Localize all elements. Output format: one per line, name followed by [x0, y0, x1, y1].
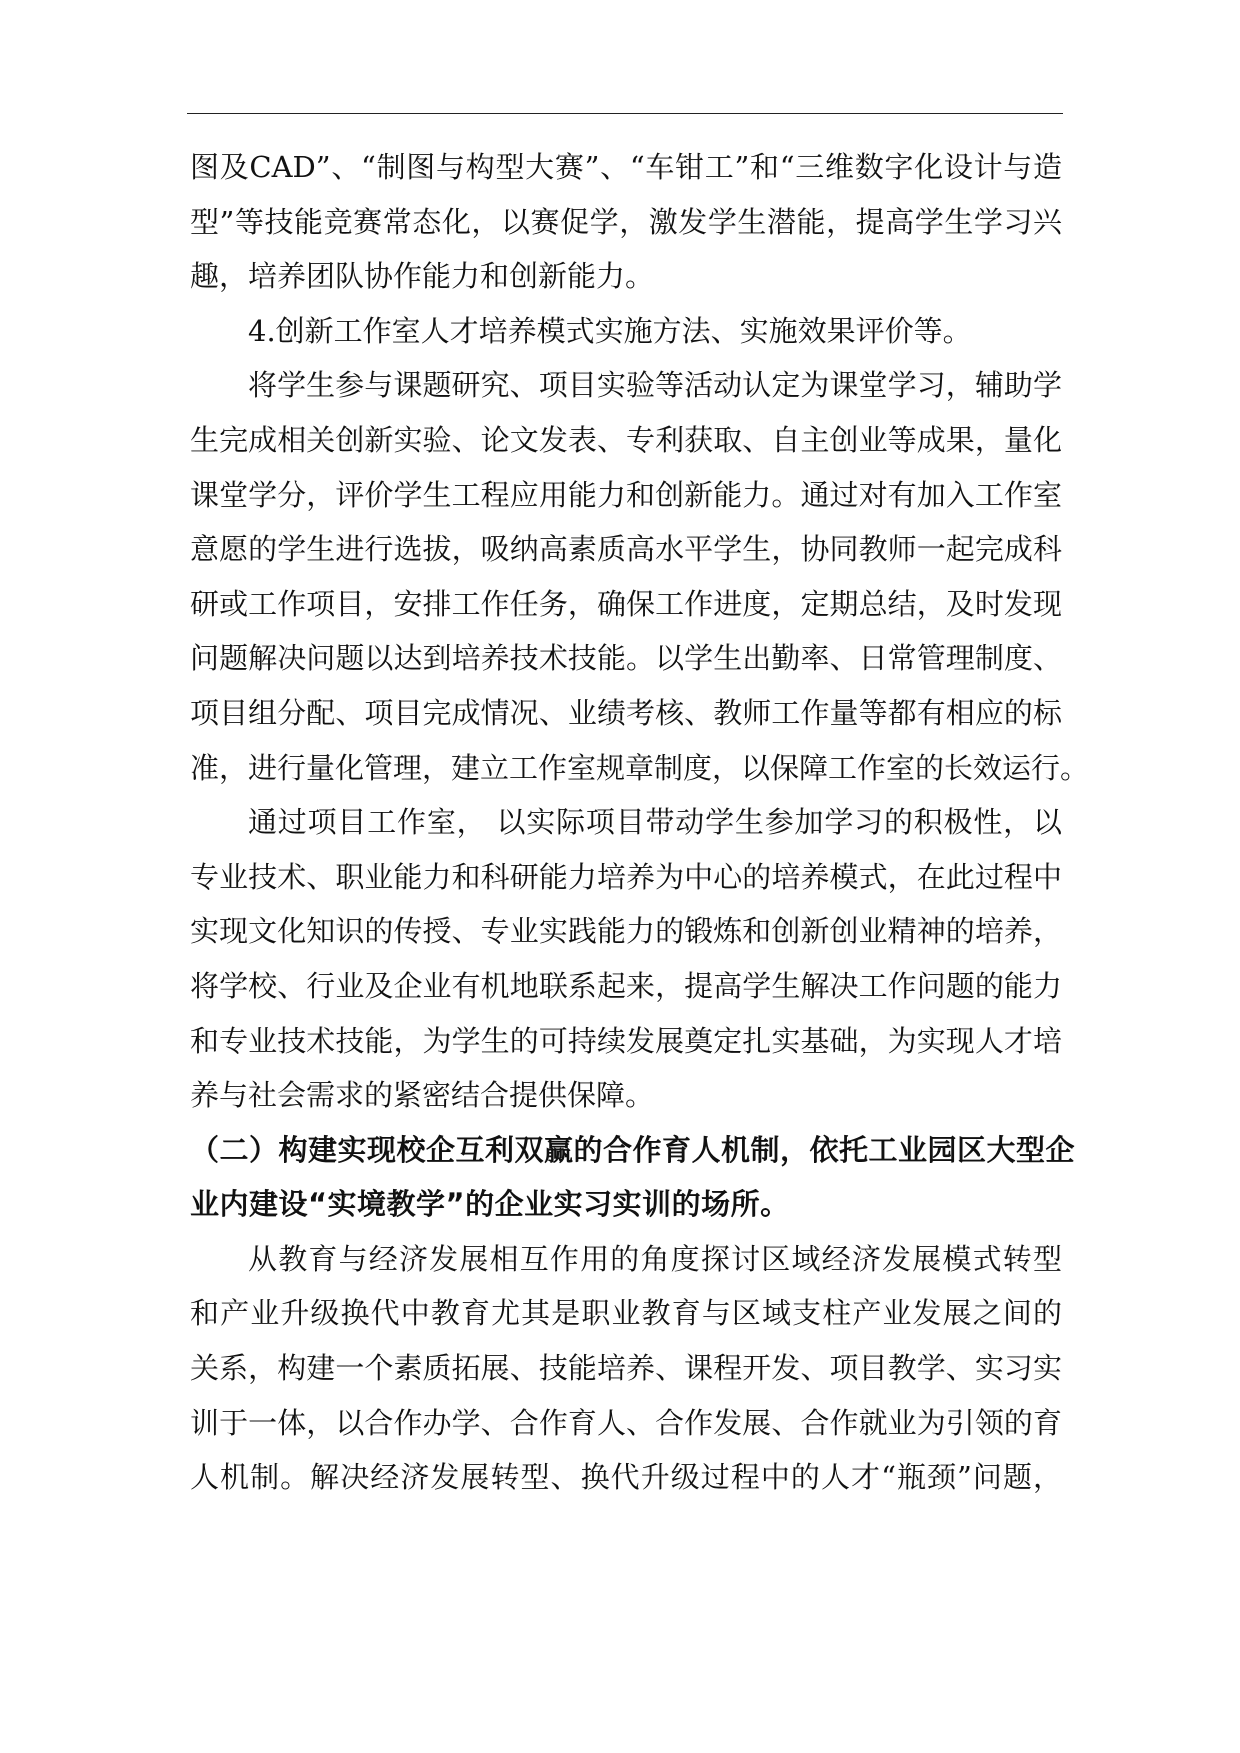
- text-line: 从教育与经济发展相互作用的角度探讨区域经济发展模式转型: [248, 1241, 1062, 1276]
- text-line: 问题解决问题以达到培养技术技能。以学生出勤率、日常管理制度、: [190, 641, 1062, 676]
- text-line: 4.创新工作室人才培养模式实施方法、实施效果评价等。: [248, 313, 972, 348]
- paragraph: [190, 304, 1062, 359]
- text-line: 和专业技术技能，为学生的可持续发展奠定扎实基础，为实现人才培: [190, 1023, 1062, 1058]
- header-rule: [187, 113, 1063, 114]
- paragraph: [190, 140, 1062, 304]
- text-line: 图及CAD”、“制图与构型大赛”、“车钳工”和“三维数字化设计与造: [190, 150, 1062, 184]
- document-body: [190, 140, 1090, 1505]
- text-line: 意愿的学生进行选拔，吸纳高素质高水平学生，协同教师一起完成科: [190, 532, 1062, 567]
- text-line: 养与社会需求的紧密结合提供保障。: [190, 1078, 655, 1113]
- text-line: 研或工作项目，安排工作任务，确保工作进度，定期总结，及时发现: [190, 586, 1062, 621]
- text-line: 关系，构建一个素质拓展、技能培养、课程开发、项目教学、实习实: [190, 1351, 1062, 1386]
- paragraph: [190, 795, 1062, 1123]
- text-line: 将学校、行业及企业有机地联系起来，提高学生解决工作问题的能力: [190, 968, 1062, 1003]
- text-line: 训于一体，以合作办学、合作育人、合作发展、合作就业为引领的育: [190, 1405, 1062, 1440]
- text-line: 趣，培养团队协作能力和创新能力。: [190, 259, 655, 294]
- text-line: （二）构建实现校企互利双赢的合作育人机制，依托工业园区大型企: [190, 1132, 1076, 1167]
- text-line: 业内建设“实境教学”的企业实习实训的场所。: [190, 1187, 790, 1222]
- text-line: 通过项目工作室， 以实际项目带动学生参加学习的积极性，以: [248, 805, 1062, 840]
- text-line: 生完成相关创新实验、论文发表、专利获取、自主创业等成果，量化: [190, 422, 1062, 457]
- paragraph: [190, 1232, 1062, 1505]
- text-line: 和产业升级换代中教育尤其是职业教育与区域支柱产业发展之间的: [190, 1296, 1062, 1331]
- text-line: 课堂学分，评价学生工程应用能力和创新能力。通过对有加入工作室: [190, 477, 1062, 512]
- section-heading: [190, 1123, 1076, 1232]
- text-line: 专业技术、职业能力和科研能力培养为中心的培养模式，在此过程中: [190, 859, 1062, 894]
- text-line: 人机制。解决经济发展转型、换代升级过程中的人才“瓶颈”问题，: [190, 1460, 1062, 1495]
- text-line: 项目组分配、项目完成情况、业绩考核、教师工作量等都有相应的标: [190, 695, 1062, 730]
- paragraph: [190, 358, 1090, 795]
- text-line: 型”等技能竞赛常态化，以赛促学，激发学生潜能，提高学生学习兴: [190, 204, 1062, 239]
- text-line: 实现文化知识的传授、专业实践能力的锻炼和创新创业精神的培养，: [190, 914, 1062, 949]
- text-line: 将学生参与课题研究、项目实验等活动认定为课堂学习，辅助学: [248, 368, 1062, 403]
- text-line: 准，进行量化管理，建立工作室规章制度，以保障工作室的长效运行。: [190, 750, 1090, 785]
